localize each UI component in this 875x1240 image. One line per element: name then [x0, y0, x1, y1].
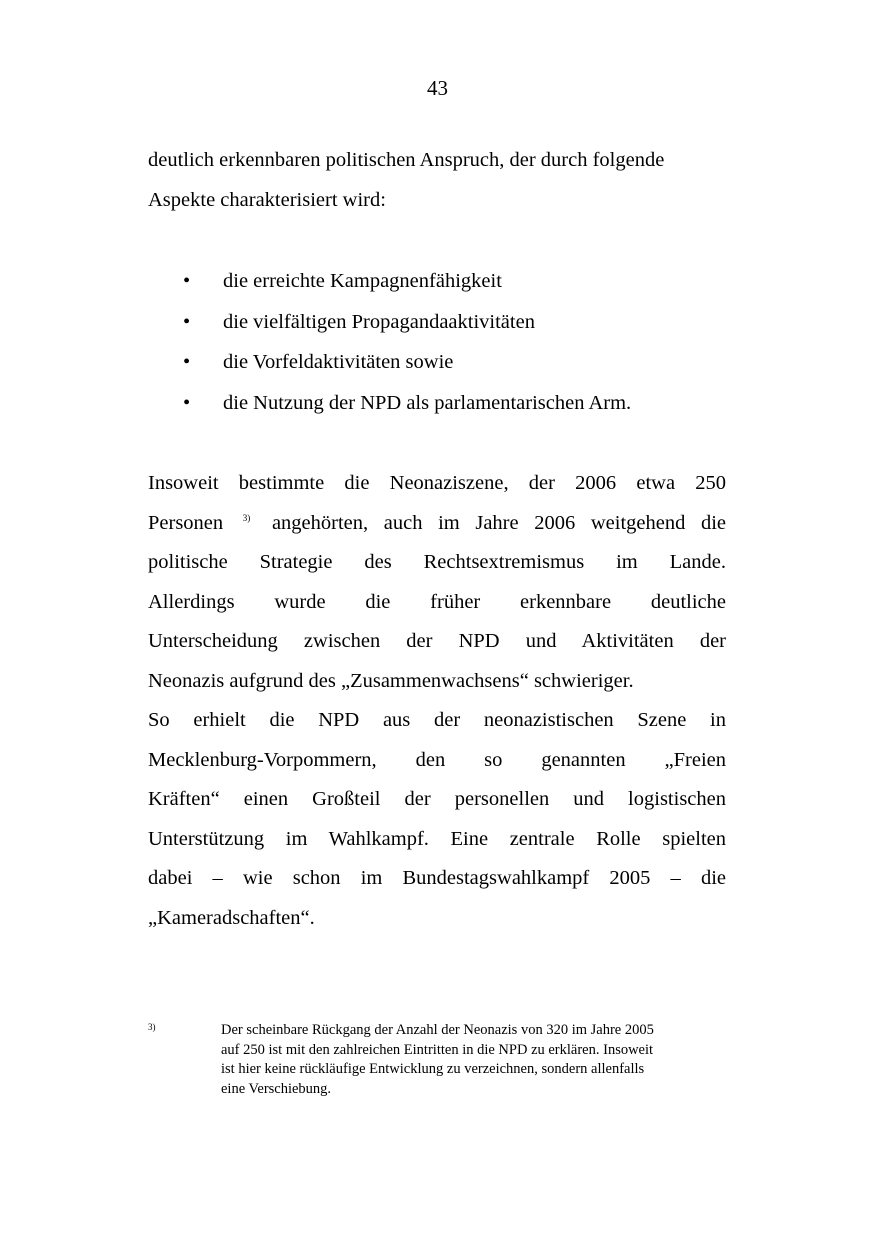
paragraph-text: angehörten, auch im Jahre 2006 weitgehend die: [271, 511, 727, 534]
page-number: 43: [427, 76, 448, 100]
footnote-marker: 3): [148, 1022, 156, 1032]
bullet-item: [148, 383, 726, 424]
bullet-text: die erreichte Kampagnenfähigkeit: [223, 270, 502, 292]
footnote-line: eine Verschiebung.: [221, 1080, 332, 1097]
paragraph-line: politische Strategie des Rechtsextremismus im Lande.: [148, 551, 726, 573]
bullet-text: die Nutzung der NPD als parlamentarischen Arm.: [223, 391, 632, 414]
intro-paragraph: [148, 141, 726, 220]
intro-line: Aspekte charakterisiert wird:: [148, 188, 386, 211]
footnote: [148, 1021, 726, 1099]
paragraph-line: [148, 504, 726, 544]
paragraph-npd-support: [148, 701, 726, 938]
paragraph-line: Allerdings wurde die früher erkennbare deutliche: [148, 590, 726, 613]
intro-line: deutlich erkennbaren politischen Anspruch, der durch folgende: [148, 149, 665, 171]
bullet-icon: •: [183, 351, 191, 373]
footnote-reference[interactable]: 3): [242, 512, 251, 523]
paragraph-neonazi-scene: [148, 464, 726, 701]
bullet-text: die vielfältigen Propagandaaktivitäten: [223, 310, 535, 333]
paragraph-line: Insoweit bestimmte die Neonaziszene, der 2006 etwa 250: [148, 472, 726, 494]
footnote-line: ist hier keine rückläufige Entwicklung zu verzeichnen, sondern allenfalls: [221, 1061, 645, 1077]
paragraph-line: So erhielt die NPD aus der neonazistischen Szene in: [148, 709, 726, 731]
bullet-list: [148, 261, 726, 423]
bullet-item: [148, 302, 726, 343]
footnote-line: Der scheinbare Rückgang der Anzahl der Neonazis von 320 im Jahre 2005: [221, 1022, 654, 1038]
paragraph-line: Neonazis aufgrund des „Zusammenwachsens“ schwieriger.: [148, 669, 634, 692]
paragraph-text: Personen: [148, 511, 224, 534]
footnote-text: [221, 1021, 726, 1099]
paragraph-line: Kräften“ einen Großteil der personellen und logistischen: [148, 788, 726, 810]
paragraph-line: Mecklenburg-Vorpommern, den so genannten „Freien: [148, 748, 726, 771]
paragraph-line: Unterstützung im Wahlkampf. Eine zentrale Rolle spielten: [148, 827, 726, 850]
bullet-icon: •: [183, 270, 191, 292]
bullet-icon: •: [183, 391, 191, 414]
paragraph-line: Unterscheidung zwischen der NPD und Aktivitäten der: [148, 630, 726, 652]
bullet-icon: •: [183, 310, 191, 333]
bullet-item: [148, 342, 726, 383]
paragraph-line: „Kameradschaften“.: [148, 906, 315, 929]
bullet-text: die Vorfeldaktivitäten sowie: [223, 351, 454, 373]
footnote-line: auf 250 ist mit den zahlreichen Eintritten in die NPD zu erklären. Insoweit: [221, 1041, 654, 1058]
paragraph-line: dabei – wie schon im Bundestagswahlkampf 2005 – die: [148, 867, 726, 889]
bullet-item: [148, 261, 726, 302]
